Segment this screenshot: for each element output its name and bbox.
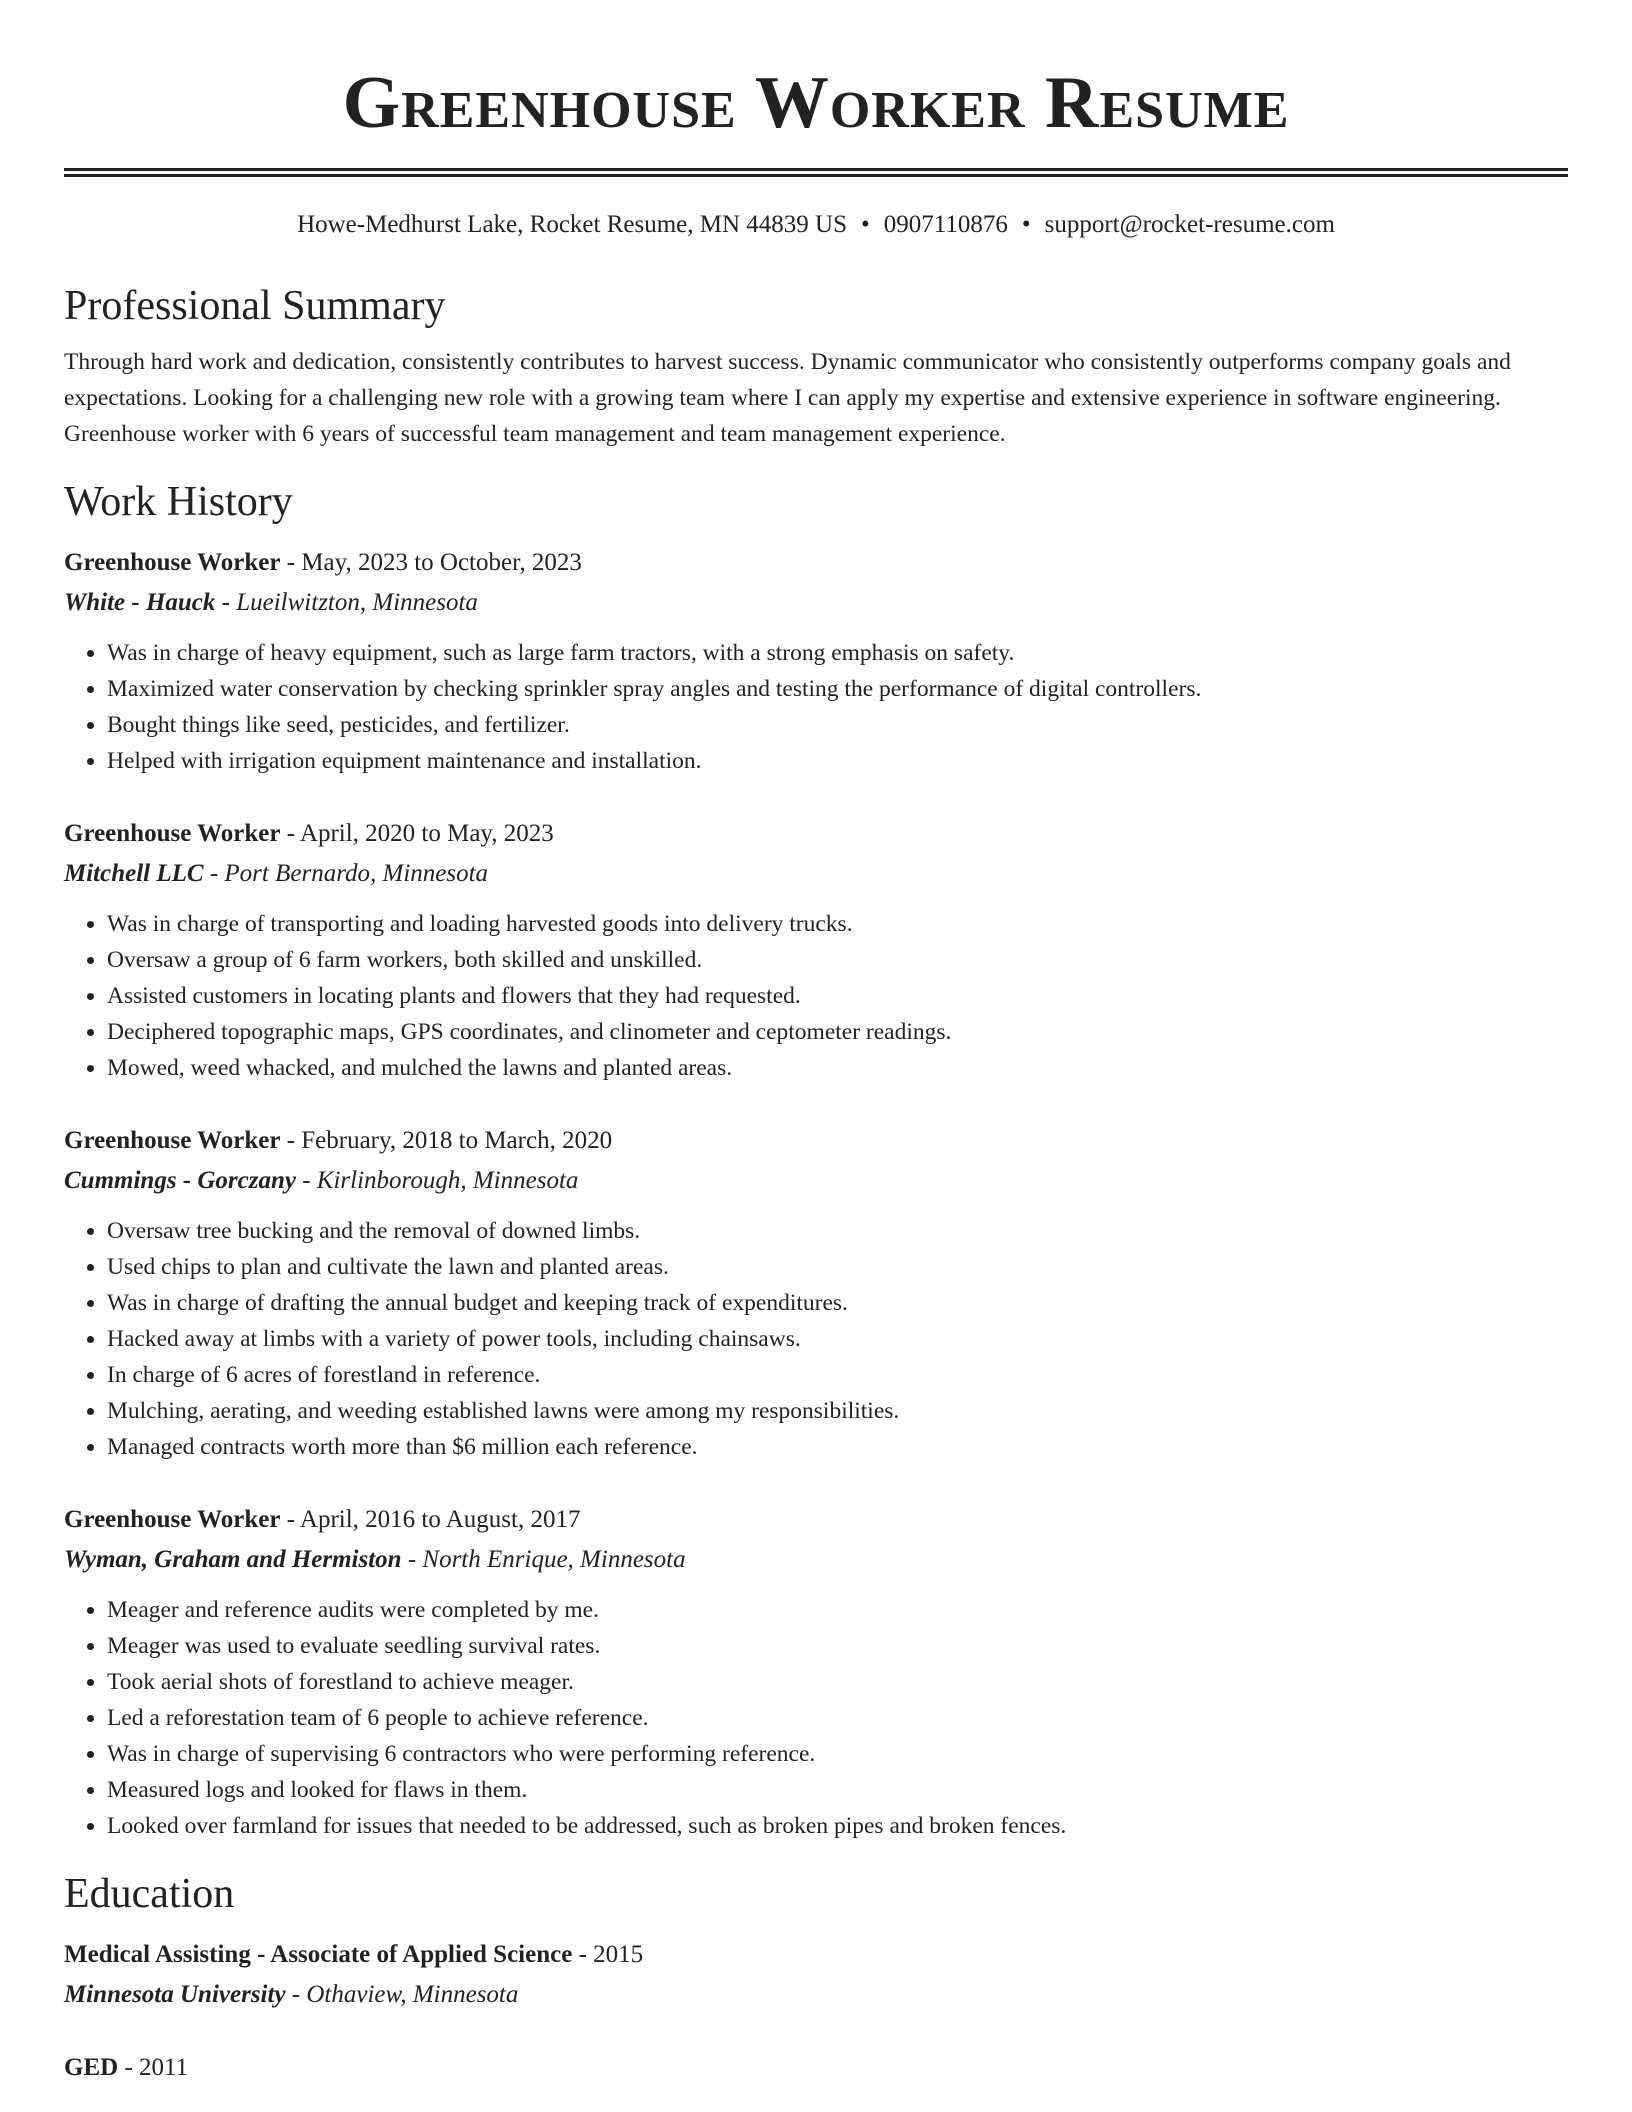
resume-title: Greenhouse Worker Resume	[342, 62, 1290, 144]
job-company-line	[64, 1163, 1568, 1199]
job-entry	[64, 545, 1568, 779]
school-line	[64, 1977, 1568, 2013]
degree-name: Medical Assisting - Associate of Applied Science	[64, 1941, 573, 1968]
list-item: • In charge of 6 acres of forestland in reference.	[107, 1357, 1568, 1393]
list-item: • Managed contracts worth more than $6 million each reference.	[107, 1429, 1568, 1465]
education-entry	[64, 2050, 1568, 2086]
job-title-line	[64, 1502, 1568, 1538]
list-item: • Mowed, weed whacked, and mulched the lawns and planted areas.	[107, 1050, 1568, 1086]
job-company-line	[64, 585, 1568, 621]
degree-year: - 2011	[118, 2054, 189, 2081]
job-location: - North Enrique, Minnesota	[401, 1546, 686, 1573]
job-title: Greenhouse Worker	[64, 1506, 281, 1533]
job-company: White - Hauck	[64, 589, 216, 616]
list-item: • Was in charge of drafting the annual budget and keeping track of expenditures.	[107, 1285, 1568, 1321]
list-item: • Hacked away at limbs with a variety of power tools, including chainsaws.	[107, 1321, 1568, 1357]
contact-separator: •	[861, 211, 870, 238]
school-location: - Othaview, Minnesota	[285, 1981, 519, 2008]
education-entry	[64, 1937, 1568, 2013]
job-entry	[64, 1502, 1568, 1844]
job-title-line	[64, 1123, 1568, 1159]
job-company-line	[64, 856, 1568, 892]
degree-line	[64, 1937, 1568, 1973]
list-item: • Maximized water conservation by checking sprinkler spray angles and testing the performance of digital controllers.	[107, 671, 1568, 707]
job-location: - Lueilwitzton, Minnesota	[215, 589, 478, 616]
job-company-line	[64, 1542, 1568, 1578]
job-location: - Kirlinborough, Minnesota	[295, 1167, 579, 1194]
job-company: Wyman, Graham and Hermiston	[64, 1546, 402, 1573]
contact-phone: 0907110876	[883, 211, 1008, 238]
list-item: • Was in charge of heavy equipment, such as large farm tractors, with a strong emphasis on safety.	[107, 635, 1568, 671]
summary-text: Through hard work and dedication, consistently contributes to harvest success. Dynamic communicator who consistently outperforms company goals and expectations. Looking for a challenging new role with a growing team where I can apply my expertise and extensive experience in software engineering. Greenhouse worker with 6 years of successful team management and team management experience.	[64, 349, 1511, 447]
contact-line	[64, 209, 1568, 241]
list-item: • Was in charge of supervising 6 contractors who were performing reference.	[107, 1736, 1568, 1772]
list-item: • Oversaw a group of 6 farm workers, both skilled and unskilled.	[107, 942, 1568, 978]
list-item: • Looked over farmland for issues that needed to be addressed, such as broken pipes and broken fences.	[107, 1808, 1568, 1844]
job-title: Greenhouse Worker	[64, 549, 281, 576]
list-item: • Deciphered topographic maps, GPS coordinates, and clinometer and ceptometer readings.	[107, 1014, 1568, 1050]
degree-line	[64, 2050, 1568, 2086]
work-history-heading: Work History	[64, 479, 293, 525]
job-dates: - April, 2016 to August, 2017	[280, 1506, 581, 1533]
job-title: Greenhouse Worker	[64, 1127, 281, 1154]
job-title: Greenhouse Worker	[64, 820, 281, 847]
job-title-line	[64, 545, 1568, 581]
school-name: Minnesota University	[64, 1981, 286, 2008]
list-item: • Meager was used to evaluate seedling survival rates.	[107, 1628, 1568, 1664]
list-item: • Used chips to plan and cultivate the lawn and planted areas.	[107, 1249, 1568, 1285]
job-location: - Port Bernardo, Minnesota	[203, 860, 489, 887]
list-item: • Meager and reference audits were completed by me.	[107, 1592, 1568, 1628]
job-dates: - February, 2018 to March, 2020	[280, 1127, 613, 1154]
list-item: • Bought things like seed, pesticides, and fertilizer.	[107, 707, 1568, 743]
list-item: • Measured logs and looked for flaws in them.	[107, 1772, 1568, 1808]
education-heading: Education	[64, 1871, 235, 1917]
job-bullets	[64, 1213, 1568, 1465]
contact-address: Howe-Medhurst Lake, Rocket Resume, MN 44839 US	[297, 211, 847, 238]
list-item: • Was in charge of transporting and loading harvested goods into delivery trucks.	[107, 906, 1568, 942]
degree-year: - 2015	[572, 1941, 644, 1968]
job-bullets	[64, 906, 1568, 1086]
list-item: • Took aerial shots of forestland to achieve meager.	[107, 1664, 1568, 1700]
degree-name: GED	[64, 2054, 119, 2081]
job-dates: - April, 2020 to May, 2023	[280, 820, 554, 847]
job-bullets	[64, 1592, 1568, 1844]
summary-heading: Professional Summary	[64, 283, 446, 329]
list-item: • Helped with irrigation equipment maintenance and installation.	[107, 743, 1568, 779]
title-divider	[64, 168, 1568, 177]
job-bullets	[64, 635, 1568, 779]
job-company: Cummings - Gorczany	[64, 1167, 296, 1194]
list-item: • Oversaw tree bucking and the removal of downed limbs.	[107, 1213, 1568, 1249]
contact-separator: •	[1021, 211, 1031, 238]
job-dates: - May, 2023 to October, 2023	[280, 549, 582, 576]
job-title-line	[64, 816, 1568, 852]
contact-email: support@rocket-resume.com	[1044, 211, 1335, 238]
job-company: Mitchell LLC	[64, 860, 204, 887]
list-item: • Led a reforestation team of 6 people to achieve reference.	[107, 1700, 1568, 1736]
job-entry	[64, 1123, 1568, 1465]
list-item: • Mulching, aerating, and weeding established lawns were among my responsibilities.	[107, 1393, 1568, 1429]
list-item: • Assisted customers in locating plants and flowers that they had requested.	[107, 978, 1568, 1014]
job-entry	[64, 816, 1568, 1086]
